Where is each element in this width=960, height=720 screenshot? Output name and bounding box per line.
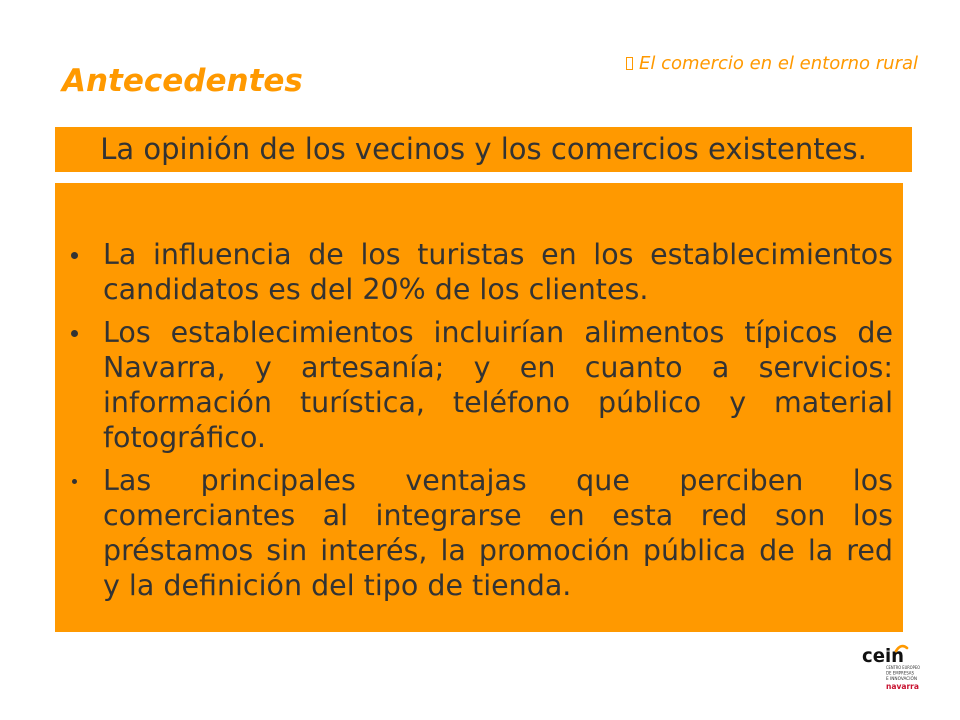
bullet-line: fotográfico. [103,421,266,454]
bullet-list [103,237,893,611]
section-label [626,53,918,75]
subtitle-text: La opinión de los vecinos y los comercios existentes. [100,132,867,166]
bullet-line: candidatos es del 20% de los clientes. [103,273,649,306]
slide-title: Antecedentes [62,63,303,99]
bullet-line: Las principales ventajas que perciben los [103,464,893,497]
bullet-line: préstamos sin interés, la promoción pública de la red [103,534,893,567]
bullet-line: Los establecimientos incluirían alimentos típicos de [103,316,893,349]
symbol-glyph-icon [626,57,633,70]
bullet-item [103,463,893,603]
cein-logo [860,642,927,694]
logo-wordmark: cein [862,645,904,667]
bullet-item [103,237,893,307]
logo-text-line: E INNOVACIÓN [886,677,918,682]
bullet-marker [71,252,78,259]
bullet-item [103,315,893,455]
bullet-line: Navarra, y artesanía; y en cuanto a servicios: [103,351,893,384]
logo-text-line: CENTRO EUROPEO [886,666,927,671]
section-label-text: El comercio en el entorno rural [639,53,918,74]
bullet-marker [71,330,78,337]
bullet-line: información turística, teléfono público y material [103,386,893,419]
bullet-line: comerciantes al integrarse en esta red son los [103,499,893,532]
bullet-marker [72,479,77,484]
logo-text-line: DE EMPRESAS [886,671,917,677]
bullet-line: y la definición del tipo de tienda. [103,569,572,602]
subtitle-bar [55,127,912,172]
bullet-line: La influencia de los turistas en los establecimientos [103,238,893,271]
logo-region: navarra [886,682,919,691]
content-box [55,183,903,632]
